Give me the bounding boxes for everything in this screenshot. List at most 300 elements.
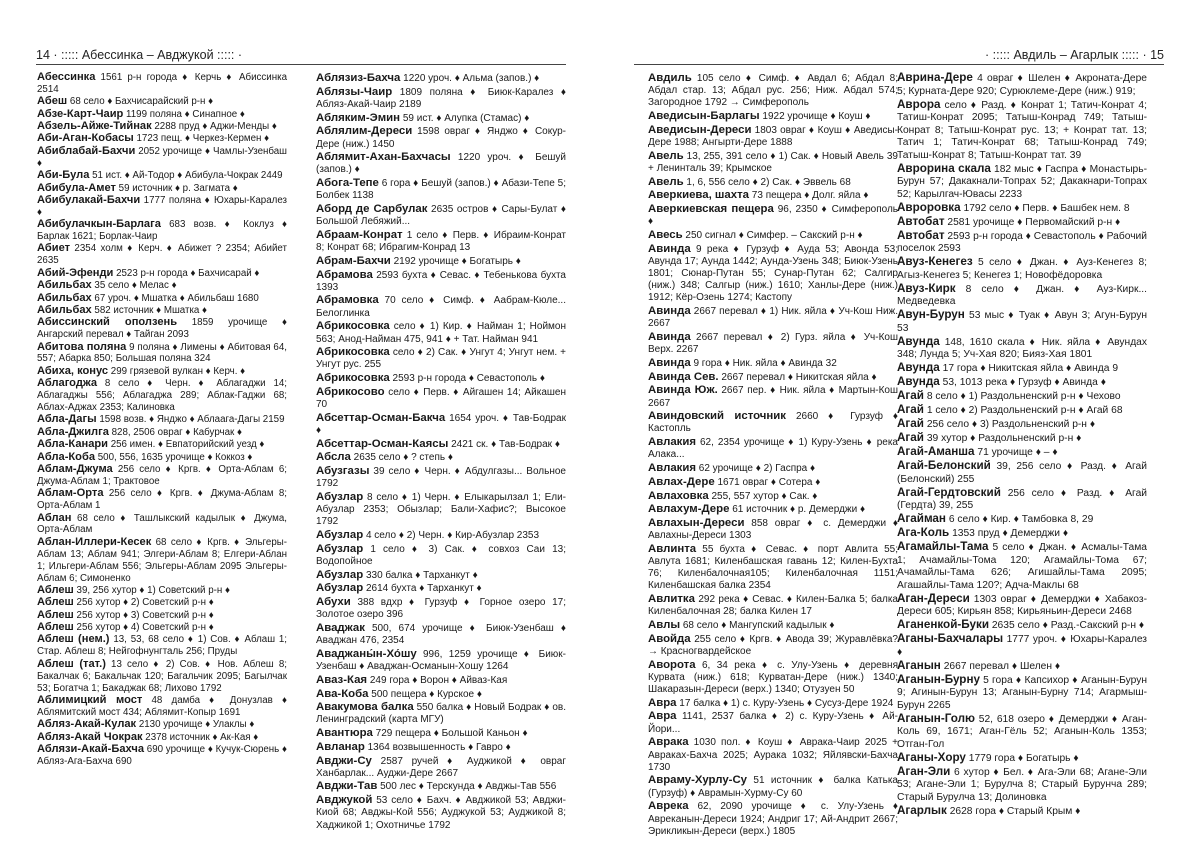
entry-text: 39, 256 хутор ♦ 1) Советский р-н ♦ bbox=[73, 584, 230, 596]
dictionary-entry bbox=[897, 99, 1147, 163]
entry-text: 500, 556, 1635 урочище ♦ Коккоз ♦ bbox=[95, 451, 253, 463]
entry-text: 13, 53, 68 село ♦ 1) Сов. ♦ Аблаш 1; Стар. Аблеш 8; Нейгофнунгталь 256; Пруды bbox=[37, 634, 288, 658]
entry-text: 48 дамба ♦ Донузлав ♦ Аблямитский мост 434; Аблямит-Копыр 1691 bbox=[37, 694, 287, 718]
entry-text: 68 село ♦ Бахчисарайский р-н ♦ bbox=[67, 96, 214, 108]
entry-headword: Абиссинский оползень bbox=[37, 316, 178, 329]
entry-text: 62 урочище ♦ 2) Гаспра ♦ bbox=[696, 463, 816, 475]
entry-text: 59 источник ♦ р. Загмата ♦ bbox=[115, 182, 238, 194]
entry-text: 2593 р-н города ♦ Севастополь ♦ Рабочий поселок 2593 bbox=[897, 230, 1147, 254]
entry-text: 9 река ♦ Гурзуф ♦ Ауда 53; Авонда 53; Авунда 17; Аунда 1442; Аунда-Узень 348; Биюк-Узень 1801; Сюнар-Путан 55; Сунар-Путан 62; Салгир (ниж.) 348; Салгыр (ниж.) 1610; Ханлы-Дере (ниж.) 1912; Кёр-Озень 1274; Кастопу bbox=[648, 243, 898, 304]
dictionary-entry bbox=[316, 648, 566, 673]
entry-headword: Авойда bbox=[648, 632, 691, 645]
entry-headword: Авунда bbox=[897, 334, 940, 348]
left-header-rule bbox=[36, 64, 566, 65]
entry-headword: Аганенкой-Буки bbox=[897, 618, 989, 631]
entry-text: 582 источник ♦ Мшатка ♦ bbox=[91, 304, 208, 316]
entry-text: 1598 возв. ♦ Янджо ♦ Аблаага-Дагы 2159 bbox=[96, 414, 285, 426]
entry-text: 2667 пер. ♦ Ник. яйла ♦ Мартын-Кош 2667 bbox=[648, 385, 899, 409]
entry-headword: Аваз-Кая bbox=[316, 673, 368, 686]
dictionary-entry bbox=[897, 541, 1147, 592]
entry-headword: Аган-Дереси bbox=[897, 591, 970, 605]
entry-text: 858 овраг ♦ с. Демерджи ♦ Авлахны-Дереси 1303 bbox=[648, 517, 898, 542]
entry-headword: Аганын-Бурну bbox=[897, 672, 980, 686]
entry-text: 250 сигнал ♦ Симфер. – Сакский р-н ♦ bbox=[682, 229, 863, 241]
column-4 bbox=[897, 72, 1147, 819]
entry-text: 2635 село ♦ Разд.-Сакский р-н ♦ bbox=[989, 620, 1145, 631]
entry-text: 1220 уроч. ♦ Альма (запов.) ♦ bbox=[400, 73, 540, 84]
dictionary-entry bbox=[37, 317, 287, 341]
dictionary-entry bbox=[37, 378, 287, 414]
dictionary-entry bbox=[37, 146, 287, 170]
entry-text: село ♦ Разд. ♦ Конрат 1; Татич-Конрат 4; Татиш-Конрат 2095; Татыш-Конрад 749; Татыш-Конрат 8; Татыш-Конрат рус. 13; + Конрат тат. 13; Татич 1; Татич-Конрат 68; Татыш-Конрад 749; Татыш-Конрат 8; Татыш-Конрат тат. 39 bbox=[897, 99, 1147, 161]
entry-text: 4 село ♦ 2) Черн. ♦ Кир-Абузлар 2353 bbox=[363, 530, 540, 542]
entry-text: 17 гора ♦ Никитская яйла ♦ Авинда 9 bbox=[939, 363, 1119, 374]
entry-headword: Аведисын-Дереси bbox=[648, 123, 752, 136]
entry-text: 2052 урочище ♦ Чамлы-Узенбаш ♦ bbox=[37, 145, 287, 169]
entry-headword: Автобат bbox=[897, 214, 945, 228]
entry-text: село ♦ 1) Кир. ♦ Найман 1; Ноймон 563; Анод-Найман 475, 941 ♦ + Тат. Найман 941 bbox=[316, 321, 566, 345]
entry-headword: Аврора bbox=[897, 97, 941, 111]
entry-text: 4 овраг ♦ Шелен ♦ Акроната-Дере 5; Курната-Дере 920; Сурюклеме-Дере (ниж.) 919; bbox=[897, 73, 1147, 97]
entry-headword: Абла-Коба bbox=[37, 450, 96, 463]
entry-text: 729 пещера ♦ Большой Каньон ♦ bbox=[372, 728, 528, 740]
dictionary-entry bbox=[316, 701, 566, 726]
dictionary-entry bbox=[648, 357, 898, 370]
dictionary-entry bbox=[897, 513, 1147, 527]
dictionary-entry bbox=[37, 183, 287, 195]
entry-text: 6 село ♦ Кир. ♦ Тамбовка 8, 29 bbox=[945, 514, 1094, 525]
entry-text: 96, 2350 ♦ Симферополь ♦ bbox=[648, 204, 898, 228]
dictionary-entry bbox=[37, 744, 287, 768]
dictionary-entry bbox=[316, 727, 566, 740]
entry-text: 148, 1610 скала ♦ Ник. яйла ♦ Авундах 348; Лунда 5; Уч-Хая 820; Бияз-Хая 1801 bbox=[897, 336, 1147, 360]
entry-text: 105 село ♦ Симф. ♦ Авдал 6; Абдал 8; Абдал стар. 13; Абдал рус. 256; Ниж. Абдал 574; Загородное 1792 → Симферополь bbox=[648, 73, 898, 109]
dictionary-entry bbox=[648, 593, 898, 618]
entry-headword: Авлинта bbox=[648, 542, 697, 555]
entry-headword: Автобат bbox=[897, 228, 945, 242]
entry-text: 68 село ♦ Мангупский кадылык ♦ bbox=[680, 620, 835, 632]
entry-headword: Авесь bbox=[648, 228, 683, 241]
entry-headword: Аблеш bbox=[37, 621, 74, 634]
entry-text: 8 село ♦ Джан. ♦ Ауз-Кирк... Медведевка bbox=[897, 283, 1147, 307]
entry-headword: Абибулачкын-Барлага bbox=[37, 218, 161, 231]
entry-headword: Авель bbox=[648, 149, 684, 162]
entry-text: 9 гора ♦ Ник. яйла ♦ Авинда 32 bbox=[690, 357, 837, 369]
dictionary-entry bbox=[37, 622, 287, 634]
column-3 bbox=[648, 72, 898, 838]
dictionary-entry bbox=[897, 376, 1147, 390]
dictionary-entry bbox=[316, 780, 566, 793]
entry-text: 6, 34 река ♦ с. Улу-Узень ♦ деревня Курвата (ниж.) 618; Курватан-Дере (ниж.) 1340; Шакаразын-Дереси (верх.) 1340; Отузуен 50 bbox=[648, 659, 898, 696]
entry-text: 2130 урочище ♦ Улаклы ♦ bbox=[136, 719, 255, 731]
entry-text: 2593 бухта ♦ Севас. ♦ Тебенькова бухта 1393 bbox=[316, 269, 566, 293]
entry-headword: Авун-Бурун bbox=[897, 308, 965, 321]
dictionary-entry bbox=[37, 195, 287, 219]
entry-headword: Аврорина скала bbox=[897, 161, 991, 175]
dictionary-entry bbox=[316, 569, 566, 582]
entry-headword: Абога-Тепе bbox=[316, 177, 379, 190]
entry-text: 55 бухта ♦ Севас. ♦ порт Авлита 55; Авлута 1681; Киленбашская гавань 12; Килен-Бухта 76; Киленбалочная105; Киленбалочная 1151; Киленбашская балка 2354 bbox=[648, 543, 898, 592]
entry-text: 1141, 2537 балка ♦ 2) с. Куру-Узень ♦ Ай-Йори... bbox=[648, 711, 898, 735]
entry-headword: Абиха, конус bbox=[37, 364, 109, 377]
entry-text: 255, 557 хутор ♦ Сак. ♦ bbox=[708, 490, 818, 502]
entry-headword: Абиет bbox=[37, 242, 71, 255]
entry-headword: Агай bbox=[897, 417, 924, 430]
column-1 bbox=[37, 72, 287, 768]
entry-text: 1654 уроч. ♦ Тав-Бодрак ♦ bbox=[316, 412, 566, 436]
entry-text: 1030 пол. ♦ Коуш ♦ Аврака-Чаир 2025 + Авраках-Бахча 2025; Аурака 1032; Яйлявски-Бахча 1730 bbox=[648, 737, 898, 773]
entry-headword: Абузгазы bbox=[316, 465, 370, 478]
dictionary-entry bbox=[37, 219, 287, 243]
dictionary-entry bbox=[648, 490, 898, 503]
entry-text: 1922 урочище ♦ Коуш ♦ bbox=[759, 111, 871, 123]
entry-text: 35 село ♦ Мелас ♦ bbox=[91, 280, 177, 292]
entry-text: 2635 село ♦ ? степь ♦ bbox=[350, 452, 453, 464]
entry-headword: Авджи-Су bbox=[316, 754, 372, 767]
entry-text: 330 балка ♦ Тарханкут ♦ bbox=[363, 569, 478, 581]
entry-text: 71 урочище ♦ – ♦ bbox=[974, 447, 1058, 458]
entry-headword: Авунда bbox=[897, 375, 940, 388]
dictionary-entry bbox=[648, 124, 898, 149]
entry-text: 2523 р-н города ♦ Бахчисарай ♦ bbox=[113, 267, 260, 279]
entry-headword: Аблагоджа bbox=[37, 377, 98, 390]
entry-headword: Абла-Джилга bbox=[37, 425, 109, 438]
dictionary-entry bbox=[648, 436, 898, 461]
dictionary-entry bbox=[316, 674, 566, 687]
entry-headword: Абрам-Бахчи bbox=[316, 254, 391, 267]
entry-text: 1 село ♦ 3) Сак. ♦ совхоз Саи 13; Водопойное bbox=[316, 543, 566, 568]
entry-headword: Авдиль bbox=[648, 72, 692, 84]
entry-headword: Авинда Юж. bbox=[648, 384, 718, 397]
entry-text: 5 село ♦ Джан. ♦ Асмалы-Тама 1; Ачамайлы-Тома 120; Агамайлы-Тома 67; Ачамайлы-Тама 626; Агишайлы-Тама 2095; Агашайлы-Тама 120?; Адча-Маклы 68 bbox=[897, 542, 1147, 591]
dictionary-entry bbox=[37, 268, 287, 280]
dictionary-entry bbox=[897, 527, 1147, 541]
entry-text: 5 село ♦ Джан. ♦ Ауз-Кенегез 8; Агыз-Кенегез 5; Кенегез 1; Новофёдоровка bbox=[897, 257, 1147, 281]
entry-text: 68 село ♦ Кргв. ♦ Эльгеры-Аблам 13; Аблам 941; Элгери-Аблам 8; Елгери-Аблан 1; Ильгери-Аблам 556; Эльгеры-Аблам 2095 Эльгеры-Аблам 6; Симоненко bbox=[37, 536, 287, 584]
entry-headword: Абильбах bbox=[37, 291, 92, 304]
entry-text: 8 село ♦ 1) Раздольненский р-н ♦ Чехово bbox=[923, 391, 1121, 402]
dictionary-entry bbox=[37, 452, 287, 464]
dictionary-entry bbox=[316, 386, 566, 411]
entry-text: 1199 поляна ♦ Синапное ♦ bbox=[123, 108, 245, 120]
dictionary-entry bbox=[37, 280, 287, 292]
entry-headword: Аганын bbox=[897, 658, 941, 672]
entry-text: 62, 2090 урочище ♦ с. Улу-Узень ♦ Авреканын-Дереси 1924; Андриг 17; Ай-Андрит 2667; Эрикликын-Дереси (верх.) 1805 bbox=[648, 801, 898, 837]
entry-headword: Аблеш bbox=[37, 596, 74, 609]
entry-headword: Авлакия bbox=[648, 436, 696, 449]
dictionary-entry bbox=[316, 491, 566, 529]
dictionary-entry bbox=[37, 610, 287, 622]
dictionary-entry bbox=[37, 659, 287, 695]
entry-text: 2667 перевал ♦ 2) Гурз. яйла ♦ Уч-Кош Верх. 2267 bbox=[648, 332, 898, 356]
entry-text: 39 село ♦ Черн. ♦ Абдулгазы... Вольное 1792 bbox=[316, 466, 566, 490]
entry-headword: Абляз-Акай Чокрак bbox=[37, 730, 143, 743]
entry-headword: Абла-Дагы bbox=[37, 413, 97, 426]
entry-text: 6 гора ♦ Бешуй (запов.) ♦ Абази-Тепе 5; Болбек 1138 bbox=[316, 178, 566, 202]
dictionary-entry bbox=[316, 794, 566, 832]
dictionary-entry bbox=[316, 412, 566, 437]
entry-headword: Авра bbox=[648, 710, 677, 723]
dictionary-entry bbox=[37, 439, 287, 451]
entry-headword: Аганын-Голю bbox=[897, 711, 975, 725]
dictionary-entry bbox=[648, 410, 898, 435]
dictionary-entry bbox=[897, 163, 1147, 202]
entry-text: 9 поляна ♦ Лимены ♦ Абитовая 64, 557; Абарка 850; Большая поляна 324 bbox=[37, 341, 287, 365]
entry-text: 61 источник ♦ р. Демерджи ♦ bbox=[729, 504, 866, 516]
entry-headword: Аблеш bbox=[37, 608, 74, 621]
entry-headword: Агарлык bbox=[897, 803, 947, 817]
entry-headword: Абляз-Акай-Кулак bbox=[37, 718, 137, 731]
entry-headword: Аворота bbox=[648, 658, 696, 671]
entry-headword: Аблан bbox=[37, 511, 72, 524]
entry-headword: Абузлар bbox=[316, 529, 364, 542]
entry-text: 51 ист. ♦ Ай-Тодор ♦ Абибула-Чокрак 2449 bbox=[89, 170, 283, 182]
dictionary-entry bbox=[37, 243, 287, 267]
dictionary-entry bbox=[897, 805, 1147, 819]
entry-headword: Авра bbox=[648, 696, 677, 709]
entry-text: 1364 возвышенность ♦ Гавро ♦ bbox=[364, 741, 511, 753]
entry-text: 2593 р-н города ♦ Севастополь ♦ bbox=[389, 373, 545, 385]
entry-headword: Авлакия bbox=[648, 462, 696, 475]
entry-text: 53 село ♦ Бахч. ♦ Авджикой 53; Авджи-Киой 68; Авджы-Кой 556; Ауджукой 53; Ауджикой 8; Хаджикой 1; Охотничье 1792 bbox=[316, 795, 566, 831]
entry-headword: Абзе-Карт-Чаир bbox=[37, 107, 124, 120]
entry-text: 17 балка ♦ 1) с. Куру-Узень ♦ Сусуз-Дере 1924 bbox=[676, 697, 894, 709]
dictionary-entry bbox=[897, 674, 1147, 713]
dictionary-entry bbox=[316, 582, 566, 595]
entry-headword: Авуз-Кирк bbox=[897, 281, 956, 295]
entry-headword: Абсеттар-Осман-Бакча bbox=[316, 411, 446, 424]
entry-headword: Агай bbox=[897, 403, 924, 416]
dictionary-entry bbox=[897, 230, 1147, 256]
dictionary-entry bbox=[316, 269, 566, 294]
dictionary-entry bbox=[316, 255, 566, 268]
entry-text: 182 мыс ♦ Гаспра ♦ Монастырь-Бурун 57; Дакакнали-Топрах 52; Дакакнари-Топрах 52; Карылгач-Ювасы 2233 bbox=[897, 163, 1148, 200]
dictionary-entry bbox=[37, 695, 287, 719]
dictionary-entry bbox=[37, 414, 287, 426]
entry-text: 53 мыс ♦ Туак ♦ Авун 3; Агун-Бурун 53 bbox=[897, 310, 1147, 334]
dictionary-entry bbox=[648, 150, 898, 175]
entry-text: 500 пещера ♦ Курское ♦ bbox=[368, 688, 482, 700]
entry-headword: Авакумова балка bbox=[316, 701, 414, 714]
entry-text: 2635 остров ♦ Сары-Булат ♦ Большой Лебяжий... bbox=[316, 204, 567, 228]
dictionary-entry bbox=[897, 446, 1147, 460]
entry-headword: Авраму-Хурлу-Су bbox=[648, 774, 748, 787]
dictionary-entry bbox=[316, 177, 566, 202]
dictionary-entry bbox=[316, 86, 566, 111]
dictionary-entry bbox=[37, 133, 287, 145]
entry-text: 13 село ♦ 2) Сов. ♦ Нов. Аблеш 8; Бакалчак 6; Бакальчак 120; Багальчик 2095; Багылчак 53; Богатча 1; Бакаджак 68; Лихово 1792 bbox=[37, 658, 287, 694]
entry-text: 1 село ♦ Перв. ♦ Ибраим-Конрат 8; Конрат 68; Ибрагим-Конрад 13 bbox=[316, 229, 566, 254]
entry-headword: Абибулакай-Бахчи bbox=[37, 193, 141, 206]
dictionary-entry bbox=[37, 96, 287, 108]
dictionary-entry bbox=[37, 719, 287, 731]
entry-headword: Абрикосовка bbox=[316, 346, 390, 359]
entry-headword: Абрикосовка bbox=[316, 320, 390, 333]
entry-text: 500 лес ♦ Терскунда ♦ Авджы-Тав 556 bbox=[377, 781, 557, 793]
entry-text: 70 село ♦ Симф. ♦ Аабрам-Кюле... Белоглинка bbox=[316, 295, 566, 319]
entry-headword: Абсла bbox=[316, 451, 351, 464]
dictionary-entry bbox=[316, 596, 566, 621]
dictionary-entry bbox=[316, 543, 566, 568]
entry-text: 500, 674 урочище ♦ Биюк-Узенбаш ♦ Аваджан 476, 2354 bbox=[316, 623, 566, 647]
entry-text: 690 урочище ♦ Кучук-Сюрень ♦ Абляз-Ага-Бахча 690 bbox=[37, 743, 287, 767]
dictionary-entry bbox=[37, 293, 287, 305]
dictionary-entry bbox=[37, 634, 287, 658]
entry-headword: Аган-Эли bbox=[897, 764, 951, 778]
entry-text: село ♦ 2) Сак. ♦ Унгут 4; Унгут нем. + Унгут рус. 255 bbox=[316, 347, 566, 371]
entry-text: 59 ист. ♦ Алупка (Стамас) ♦ bbox=[400, 112, 530, 124]
dictionary-entry bbox=[37, 513, 287, 537]
entry-headword: Абляким-Эмин bbox=[316, 111, 401, 124]
dictionary-entry bbox=[648, 710, 898, 735]
entry-headword: Агай bbox=[897, 389, 924, 402]
dictionary-entry bbox=[648, 331, 898, 356]
entry-text: 2288 пруд ♦ Аджи-Менды ♦ bbox=[151, 121, 277, 133]
entry-text: 8 село ♦ 1) Черн. ♦ Елыкарылзал 1; Ели-Абузлар 2353; Обызлар; Бали-Хафис?; Высокое 1792 bbox=[316, 492, 566, 528]
entry-text: 1777 уроч. ♦ Юхары-Каралез ♦ bbox=[897, 634, 1147, 658]
entry-headword: Авлахум-Дере bbox=[648, 503, 730, 516]
entry-headword: Аблам-Джума bbox=[37, 463, 113, 475]
entry-text: 1859 урочище ♦ Ангарский перевал ♦ Тайган 2093 bbox=[37, 317, 287, 341]
dictionary-entry bbox=[897, 713, 1147, 752]
dictionary-entry bbox=[648, 203, 898, 228]
entry-headword: Аверкиева, шахта bbox=[648, 189, 750, 202]
dictionary-entry bbox=[316, 203, 566, 228]
dictionary-entry bbox=[316, 755, 566, 780]
dictionary-entry bbox=[648, 659, 898, 697]
dictionary-entry bbox=[648, 384, 898, 409]
entry-text: 256 село ♦ Кргв. ♦ Орта-Аблам 6; Джума-Аблам 1; Трактовое bbox=[37, 464, 287, 487]
dictionary-entry bbox=[897, 202, 1147, 216]
dictionary-entry bbox=[648, 736, 898, 774]
entry-headword: Абитова поляна bbox=[37, 340, 127, 353]
dictionary-entry bbox=[897, 256, 1147, 282]
entry-headword: Аборд де Сарбулак bbox=[316, 203, 428, 216]
dictionary-entry bbox=[648, 774, 898, 799]
entry-headword: Авинда bbox=[648, 242, 691, 255]
entry-headword: Абрикосовка bbox=[316, 372, 390, 385]
entry-headword: Авунда bbox=[897, 361, 940, 374]
dictionary-entry bbox=[316, 372, 566, 385]
dictionary-entry bbox=[37, 488, 287, 512]
entry-headword: Аблеш (нем.) bbox=[37, 633, 110, 646]
entry-headword: Абухи bbox=[316, 596, 351, 609]
dictionary-entry bbox=[897, 404, 1147, 418]
entry-headword: Авантюра bbox=[316, 727, 373, 740]
entry-text: 1220 уроч. ♦ Бешуй (запов.) ♦ bbox=[316, 152, 566, 176]
entry-text: 2581 урочище ♦ Первомайский р-н ♦ bbox=[944, 216, 1121, 228]
dictionary-entry bbox=[897, 432, 1147, 446]
entry-text: 249 гора ♦ Ворон ♦ Айваз-Кая bbox=[367, 674, 508, 686]
dictionary-entry bbox=[316, 741, 566, 754]
entry-text: 6 хутор ♦ Бел. ♦ Ага-Эли 68; Агане-Эли 53; Агане-Эли 1; Бурулча 8; Старый Бурунча 289; Старый Бурулча 13; Долиновка bbox=[897, 766, 1147, 803]
dictionary-entry bbox=[37, 537, 287, 585]
entry-text: 2354 холм ♦ Керч. ♦ Абижет ? 2354; Абийет 2635 bbox=[37, 243, 287, 267]
dictionary-entry bbox=[37, 121, 287, 133]
dictionary-entry bbox=[316, 229, 566, 254]
dictionary-entry bbox=[316, 125, 566, 150]
entry-text: 550 балка ♦ Новый Бодрак ♦ ов. Ленинградский (карта МГУ) bbox=[316, 702, 567, 726]
entry-headword: Аведисын-Барлагы bbox=[648, 110, 760, 123]
entry-text: 68 село ♦ Ташлыкский кадылык ♦ Джума, Орта-Аблам bbox=[37, 512, 287, 536]
dictionary-entry bbox=[316, 346, 566, 371]
dictionary-entry bbox=[897, 390, 1147, 404]
dictionary-entry bbox=[897, 460, 1147, 486]
entry-headword: Авинда bbox=[648, 305, 691, 318]
entry-text: 62, 2354 урочище ♦ 1) Куру-Узень ♦ река Алака... bbox=[648, 437, 898, 461]
entry-text: 292 река ♦ Севас. ♦ Килен-Балка 5; балка Киленбалочная 28; балка Килен 17 bbox=[648, 594, 898, 618]
entry-headword: Абиблабай-Бахчи bbox=[37, 144, 136, 157]
entry-headword: Авинда Сев. bbox=[648, 370, 719, 383]
entry-headword: Абий-Эфенди bbox=[37, 266, 114, 279]
dictionary-entry bbox=[897, 418, 1147, 432]
entry-text: 256 село ♦ 3) Раздольненский р-н ♦ bbox=[923, 419, 1096, 430]
entry-headword: Абрикосово bbox=[316, 385, 385, 398]
dictionary-entry bbox=[897, 619, 1147, 633]
dictionary-entry bbox=[648, 503, 898, 516]
entry-headword: Абузлар bbox=[316, 582, 364, 595]
entry-headword: Аваджаны́н-Хо́шу bbox=[316, 647, 417, 660]
dictionary-entry bbox=[316, 451, 566, 464]
dictionary-entry bbox=[37, 597, 287, 609]
dictionary-entry bbox=[648, 800, 898, 838]
entry-headword: Аби-Аган-Кобасы bbox=[37, 132, 134, 145]
dictionary-entry bbox=[648, 633, 898, 658]
dictionary-entry bbox=[37, 732, 287, 744]
entry-headword: Абильбах bbox=[37, 303, 92, 316]
entry-headword: Аблязиз-Бахча bbox=[316, 72, 401, 84]
entry-text: 1, 6, 556 село ♦ 2) Сак. ♦ Эввель 68 bbox=[683, 176, 851, 188]
entry-text: 2660 ♦ Гурзуф ♦ Кастопль bbox=[648, 411, 898, 435]
entry-text: 256 хутор ♦ 4) Советский р-н ♦ bbox=[73, 622, 214, 634]
entry-headword: Авлитка bbox=[648, 593, 695, 606]
entry-headword: Агамайлы-Тама bbox=[897, 540, 989, 553]
dictionary-entry bbox=[648, 110, 898, 123]
entry-text: 256 хутор ♦ 2) Советский р-н ♦ bbox=[73, 597, 214, 609]
entry-text: 2192 урочище ♦ Богатырь ♦ bbox=[390, 255, 521, 267]
entry-headword: Аблязи-Акай-Бахча bbox=[37, 742, 145, 755]
entry-headword: Абузлар bbox=[316, 568, 364, 581]
entry-headword: Абессинка bbox=[37, 71, 96, 83]
entry-text: 39 хутор ♦ Раздольненский р-н ♦ bbox=[923, 433, 1082, 444]
entry-headword: Агай-Белонский bbox=[897, 459, 991, 472]
dictionary-entry bbox=[897, 593, 1147, 619]
entry-headword: Аверкиевская пещера bbox=[648, 203, 774, 216]
dictionary-entry bbox=[37, 109, 287, 121]
entry-headword: Ава-Коба bbox=[316, 687, 369, 700]
dictionary-entry bbox=[897, 283, 1147, 309]
entry-headword: Авиндовский источник bbox=[648, 410, 787, 423]
dictionary-entry bbox=[316, 72, 566, 85]
entry-headword: Агайман bbox=[897, 512, 946, 525]
column-2 bbox=[316, 72, 566, 832]
right-page-header: · ::::: Авдиль – Агарлык ::::: · 15 bbox=[985, 48, 1164, 62]
entry-headword: Абзель-Айже-Тийнак bbox=[37, 120, 152, 133]
entry-headword: Агай-Гердтовский bbox=[897, 485, 1001, 499]
dictionary-entry bbox=[648, 243, 898, 305]
entry-headword: Абла-Канари bbox=[37, 438, 108, 451]
entry-headword: Аврина-Дере bbox=[897, 71, 973, 84]
entry-headword: Аблан-Иллери-Кесек bbox=[37, 535, 152, 548]
dictionary-entry bbox=[316, 112, 566, 125]
dictionary-entry bbox=[648, 462, 898, 475]
dictionary-entry bbox=[897, 216, 1147, 230]
dictionary-entry bbox=[316, 529, 566, 542]
dictionary-entry bbox=[648, 476, 898, 489]
entry-text: 2628 гора ♦ Старый Крым ♦ bbox=[946, 805, 1081, 817]
entry-headword: Аблялим-Дереси bbox=[316, 125, 413, 138]
entry-headword: Аблам-Орта bbox=[37, 487, 104, 500]
